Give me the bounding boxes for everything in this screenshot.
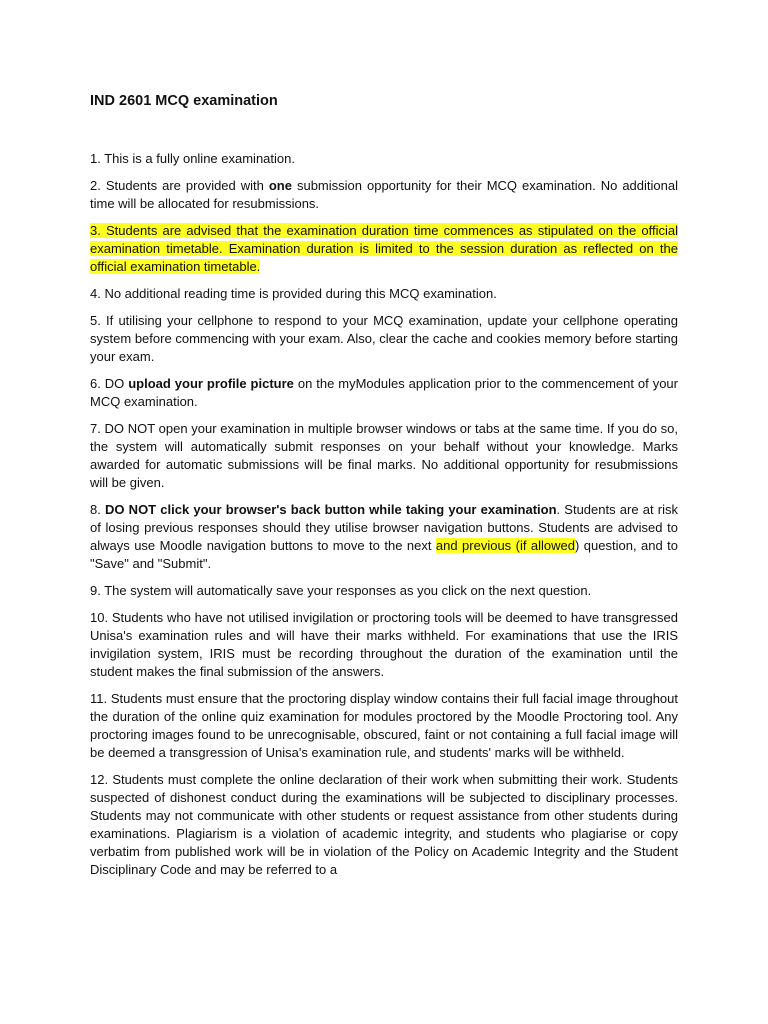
instruction-3-number-highlight: 3 bbox=[90, 223, 98, 238]
instruction-3 bbox=[90, 222, 678, 276]
instruction-7-text: 7. DO NOT open your examination in multiple browser windows or tabs at the same time. If you do so, the system will automatically submit responses on your behalf without your knowledge. Marks awarded for automatic submissions will be final marks. No additional opportunity for resubmissions will be given. bbox=[90, 421, 678, 490]
instruction-8-text-end: ) question, and to "Save" and "Submit". bbox=[90, 538, 678, 571]
instruction-2-emphasis: one bbox=[268, 178, 292, 193]
instruction-4 bbox=[90, 285, 678, 303]
instruction-12 bbox=[90, 771, 678, 879]
instruction-6-text: 6. DO bbox=[90, 376, 129, 391]
instruction-8-emphasis: DO NOT click your browser's back button while taking your examination bbox=[105, 502, 557, 517]
instruction-8-highlighted-text: and previous (if allowed bbox=[435, 538, 576, 553]
instruction-7 bbox=[90, 420, 678, 492]
instruction-8-text-mid: . Students are at risk of losing previous responses should they utilise browser navigation buttons. Students are advised to always use Moodle navigation buttons to move to the next bbox=[90, 502, 678, 553]
instruction-11 bbox=[90, 690, 678, 762]
instruction-5 bbox=[90, 312, 678, 366]
instruction-5-text: 5. If utilising your cellphone to respond to your MCQ examination, update your cellphone operating system before commencing with your exam. Also, clear the cache and cookies memory before starting your exam. bbox=[90, 313, 678, 364]
instruction-1 bbox=[90, 150, 678, 168]
instructions-list bbox=[90, 150, 678, 888]
instruction-4-text: 4. No additional reading time is provided during this MCQ examination. bbox=[90, 286, 497, 301]
instruction-12-text: 12. Students must complete the online declaration of their work when submitting their work. Students suspected of dishonest conduct during the examinations will be subjected to disciplinary processes. Students may not communicate with other students or request assistance from other students during examinations. Plagiarism is a violation of academic integrity, and students who plagiarise or copy verbatim from published work will be in violation of the Policy on Academic Integrity and the Student Disciplinary Code and may be referred to a bbox=[90, 772, 678, 877]
instruction-11-text: 11. Students must ensure that the proctoring display window contains their full facial image throughout the duration of the online quiz examination for modules proctored by the Moodle Proctoring tool. Any proctoring images found to be unrecognisable, obscured, faint or not containing a full facial image will be deemed a transgression of Unisa's examination rule, and students' marks will be withheld. bbox=[90, 691, 678, 760]
instruction-6 bbox=[90, 375, 678, 411]
instruction-1-text: 1. This is a fully online examination. bbox=[90, 151, 295, 166]
document-title: IND 2601 MCQ examination bbox=[90, 93, 278, 109]
instruction-2 bbox=[90, 177, 678, 213]
instruction-8 bbox=[90, 501, 678, 573]
instruction-6-emphasis: upload your profile picture bbox=[128, 376, 294, 391]
instruction-8-text: 8. bbox=[90, 502, 106, 517]
instruction-9-text: 9. The system will automatically save your responses as you click on the next question. bbox=[90, 583, 592, 598]
instruction-10 bbox=[90, 609, 678, 681]
instruction-2-text-end: submission opportunity for their MCQ examination. No additional time will be allocated for resubmissions. bbox=[90, 178, 678, 211]
instruction-10-text: 10. Students who have not utilised invigilation or proctoring tools will be deemed to have transgressed Unisa's examination rules and will have their marks withheld. For examinations that use the IRIS invigilation system, IRIS must be recording throughout the duration of the examination until the student makes the final submission of the answers. bbox=[90, 610, 678, 679]
instruction-2-text: 2. Students are provided with bbox=[90, 178, 269, 193]
instruction-3-highlighted-text: . Students are advised that the examination duration time commences as stipulated on the official examination timetable. Examination duration is limited to the session duration as reflected on the official examination timetable. bbox=[90, 223, 678, 274]
instruction-9 bbox=[90, 582, 678, 600]
instruction-6-text-end: on the myModules application prior to the commencement of your MCQ examination. bbox=[90, 376, 678, 409]
